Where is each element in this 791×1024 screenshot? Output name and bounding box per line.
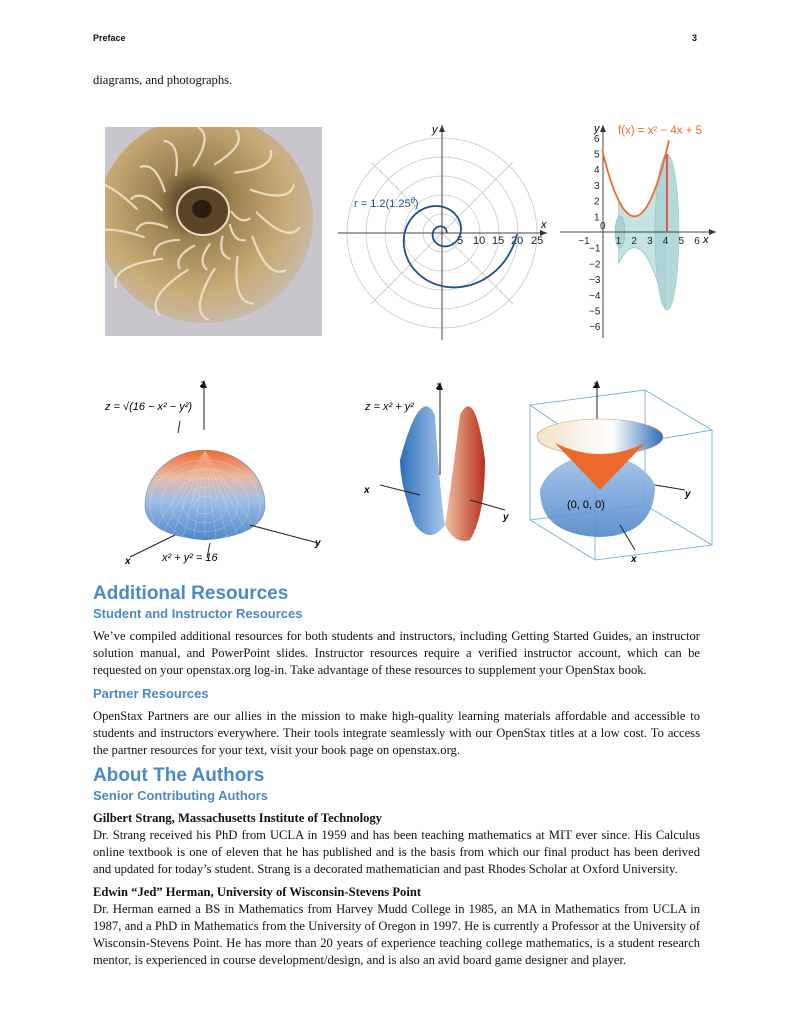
surface-equation-label: z = x² + y²	[365, 401, 414, 413]
x-axis-label: x	[364, 485, 370, 496]
author-name: Gilbert Strang, Massachusetts Institute of Technology	[93, 811, 382, 825]
x-tick-label: 6	[694, 236, 700, 247]
author-name: Edwin “Jed” Herman, University of Wisconsin-Stevens Point	[93, 885, 422, 899]
x-axis-label: x	[631, 554, 637, 565]
x-tick-label: 0	[600, 221, 606, 232]
surface-right-lobe	[445, 406, 485, 541]
spiral-equation-label: $r = 1.2(1.25^\theta)$	[354, 196, 419, 210]
tick-label: 15	[492, 235, 505, 247]
x-tick-label: 4	[662, 236, 669, 247]
surface-graph	[360, 375, 525, 567]
y-tick-label: 5	[594, 149, 600, 161]
polar-spiral-graph	[335, 120, 550, 342]
tick-label: 25	[531, 235, 544, 247]
student-instructor-text: We’ve compiled additional resources for both students and instructors, including Getting Started Guides, an instructor solution manual, and PowerPoint slides. Instructor resources require a verified instructor account, which can be requested on your openstax.org log-in. Take advantage of these resources to supplement your OpenStax book.	[93, 629, 700, 677]
author-bio: Dr. Herman earned a BS in Mathematics from Harvey Mudd College in 1985, an MA in Mathematics from UCLA in 1987, and a PhD in Mathematics from the University of Oregon in 1997. He is currently a Professor at the University of Wisconsin-Stevens Point. He has more than 20 years of experience teaching college mathematics, is a student research mentor, is experienced in course development/design, and is also an avid board game designer and player.	[93, 902, 700, 967]
tick-label: 20	[511, 235, 524, 247]
x-tick-label: 5	[678, 236, 685, 247]
about-authors-heading: About The Authors	[93, 765, 265, 786]
cone-sphere-graph	[525, 375, 717, 567]
y-tick-label: 4	[594, 165, 600, 177]
hemisphere-equation-label: z = √(16 − x² − y²)	[105, 401, 193, 413]
y-tick-label: −4	[589, 290, 601, 302]
tick-label: 10	[473, 235, 486, 247]
running-header-section: Preface	[93, 33, 126, 43]
function-label: f(x) = x² − 4x + 5	[618, 125, 703, 137]
student-instructor-heading: Student and Instructor Resources	[93, 606, 303, 621]
nautilus-shell-photo	[105, 127, 322, 336]
y-tick-label: 1	[594, 212, 600, 224]
y-tick-label: −2	[589, 259, 601, 271]
x-axis-label: x	[703, 234, 709, 246]
cone-top	[537, 419, 663, 455]
y-axis-label: y	[503, 512, 509, 523]
y-axis-label: y	[432, 124, 438, 136]
z-axis-label: z	[593, 380, 598, 391]
x-tick-label: 1	[615, 236, 622, 247]
additional-resources-heading: Additional Resources	[93, 583, 289, 604]
z-axis-label: z	[436, 381, 441, 392]
z-axis-label: z	[200, 379, 205, 390]
solid-of-revolution-graph	[560, 120, 720, 342]
origin-point-label: (0, 0, 0)	[567, 499, 605, 511]
y-axis-label: y	[685, 489, 691, 500]
y-tick-label: 3	[594, 180, 600, 192]
x-axis-label: x	[541, 219, 547, 231]
y-axis-label: y	[315, 538, 321, 549]
author-bio: Dr. Strang received his PhD from UCLA in 1959 and has been teaching mathematics at MIT ever since. His Calculus online textbook is one of eleven that he has published and is the basis from which our final product has been derived and updated for today’s student. Strang is a decorated mathematician and past Rhodes Scholar at Oxford University.	[93, 828, 700, 876]
partner-resources-text: OpenStax Partners are our allies in the mission to make high-quality learning materials affordable and accessible to students and instructors everywhere. Their tools integrate seamlessly with our OpenStax titles at a low cost. To access the partner resources for your text, visit your book page on openstax.org.	[93, 709, 700, 757]
page-number: 3	[692, 33, 698, 43]
y-tick-label: −1	[589, 243, 601, 255]
x-tick-label: −1	[578, 236, 590, 247]
y-axis-label: y	[594, 123, 600, 135]
x-axis-label: x	[125, 556, 131, 567]
y-tick-label: 2	[594, 196, 600, 208]
partner-resources-heading: Partner Resources	[93, 686, 209, 701]
y-tick-label: −6	[589, 322, 601, 334]
tick-label: 5	[457, 235, 464, 247]
intro-text: diagrams, and photographs.	[93, 73, 233, 87]
senior-authors-heading: Senior Contributing Authors	[93, 788, 268, 803]
y-tick-label: −5	[589, 306, 601, 318]
x-tick-label: 3	[647, 236, 653, 247]
base-circle-label: x² + y² = 16	[162, 552, 218, 564]
surface-left-lobe	[400, 406, 445, 535]
y-tick-label: −3	[589, 275, 601, 287]
y-tick-label: 6	[594, 133, 600, 145]
hemisphere-graph	[100, 375, 330, 567]
x-tick-label: 2	[631, 236, 637, 247]
